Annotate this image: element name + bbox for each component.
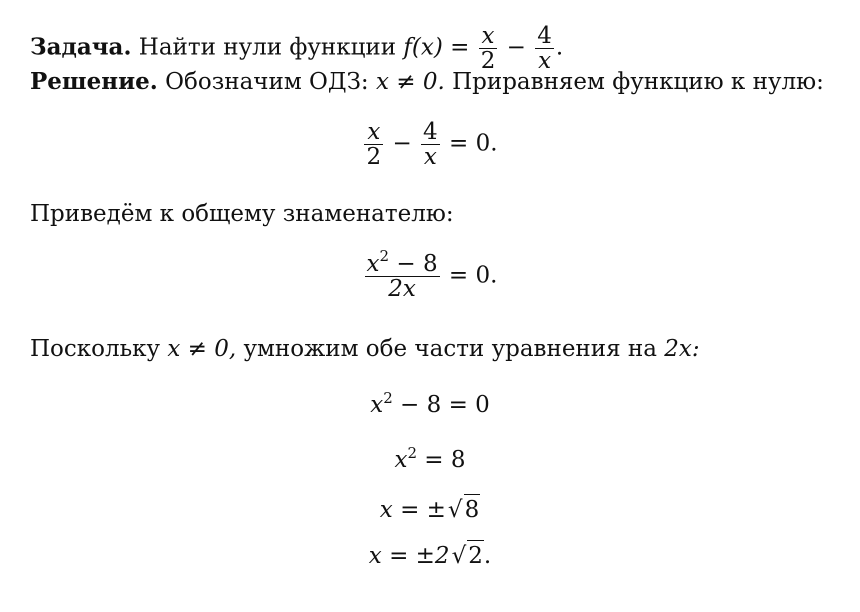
solution-text-1: Обозначим ОДЗ: bbox=[165, 69, 369, 95]
equation-4 bbox=[0, 444, 860, 473]
square-root: √2 bbox=[450, 540, 484, 569]
variable-x: x bbox=[366, 251, 380, 277]
equation-rest: − 8 = 0 bbox=[392, 392, 490, 418]
square-root: √8 bbox=[446, 494, 480, 523]
equation-3 bbox=[0, 389, 860, 418]
fraction-denominator: 2 bbox=[480, 48, 496, 75]
fraction-numerator bbox=[365, 247, 440, 277]
equation-rhs: = 0. bbox=[448, 130, 498, 157]
task-line bbox=[30, 24, 563, 73]
variable-x: x bbox=[370, 392, 384, 418]
equation-5 bbox=[0, 494, 860, 523]
exponent: 2 bbox=[383, 389, 393, 407]
task-label: Задача. bbox=[30, 33, 132, 61]
step-3-text-2: умножим обе части уравнения на bbox=[243, 336, 657, 362]
task-function-lhs: f(x) = bbox=[403, 34, 470, 61]
radicand: 2 bbox=[467, 540, 484, 569]
solution-line bbox=[30, 70, 824, 94]
task-fraction-4-over-x bbox=[535, 24, 554, 73]
equation-2 bbox=[0, 247, 860, 303]
fraction-denominator: x bbox=[538, 48, 552, 75]
equation-lhs: x = ±2 bbox=[368, 543, 450, 569]
fraction-denominator: 2x bbox=[388, 276, 416, 303]
step-2-text: Приведём к общему знаменателю: bbox=[30, 201, 454, 227]
fraction-numerator: 4 bbox=[537, 23, 552, 49]
step-3-text bbox=[30, 338, 700, 361]
radicand: 8 bbox=[464, 494, 481, 523]
multiplier: 2x: bbox=[664, 336, 700, 362]
equation-rhs: = 0. bbox=[448, 262, 498, 289]
exponent: 2 bbox=[407, 444, 417, 462]
exponent: 2 bbox=[379, 247, 390, 265]
step-3-text-1: Поскольку bbox=[30, 336, 161, 362]
equation-rest: = 8 bbox=[417, 447, 466, 473]
fraction-denominator: 2 bbox=[366, 144, 382, 171]
domain-condition: x ≠ 0. bbox=[375, 69, 445, 95]
nonzero-condition: x ≠ 0, bbox=[167, 336, 237, 362]
task-text: Найти нули функции bbox=[138, 34, 397, 61]
equation-lhs: x = ± bbox=[379, 497, 446, 523]
task-fraction-x-over-2 bbox=[479, 24, 498, 73]
equation-period: . bbox=[483, 543, 492, 569]
fraction-x2-minus-8-over-2x bbox=[365, 247, 440, 303]
equation-1 bbox=[0, 120, 860, 169]
task-period: . bbox=[555, 34, 564, 61]
fraction-denominator: x bbox=[423, 144, 437, 171]
solution-text-2: Приравняем функцию к нулю: bbox=[452, 69, 824, 95]
fraction-x-over-2 bbox=[364, 120, 383, 169]
fraction-numerator: x bbox=[364, 120, 383, 145]
variable-x: x bbox=[394, 447, 408, 473]
minus-sign: − bbox=[392, 130, 412, 157]
fraction-numerator: 4 bbox=[423, 119, 438, 145]
minus-sign: − bbox=[506, 34, 526, 61]
equation-6 bbox=[0, 540, 860, 569]
fraction-4-over-x bbox=[421, 120, 440, 169]
solution-label: Решение. bbox=[30, 68, 158, 95]
numerator-rest: − 8 bbox=[389, 251, 438, 277]
fraction-numerator: x bbox=[479, 24, 498, 49]
